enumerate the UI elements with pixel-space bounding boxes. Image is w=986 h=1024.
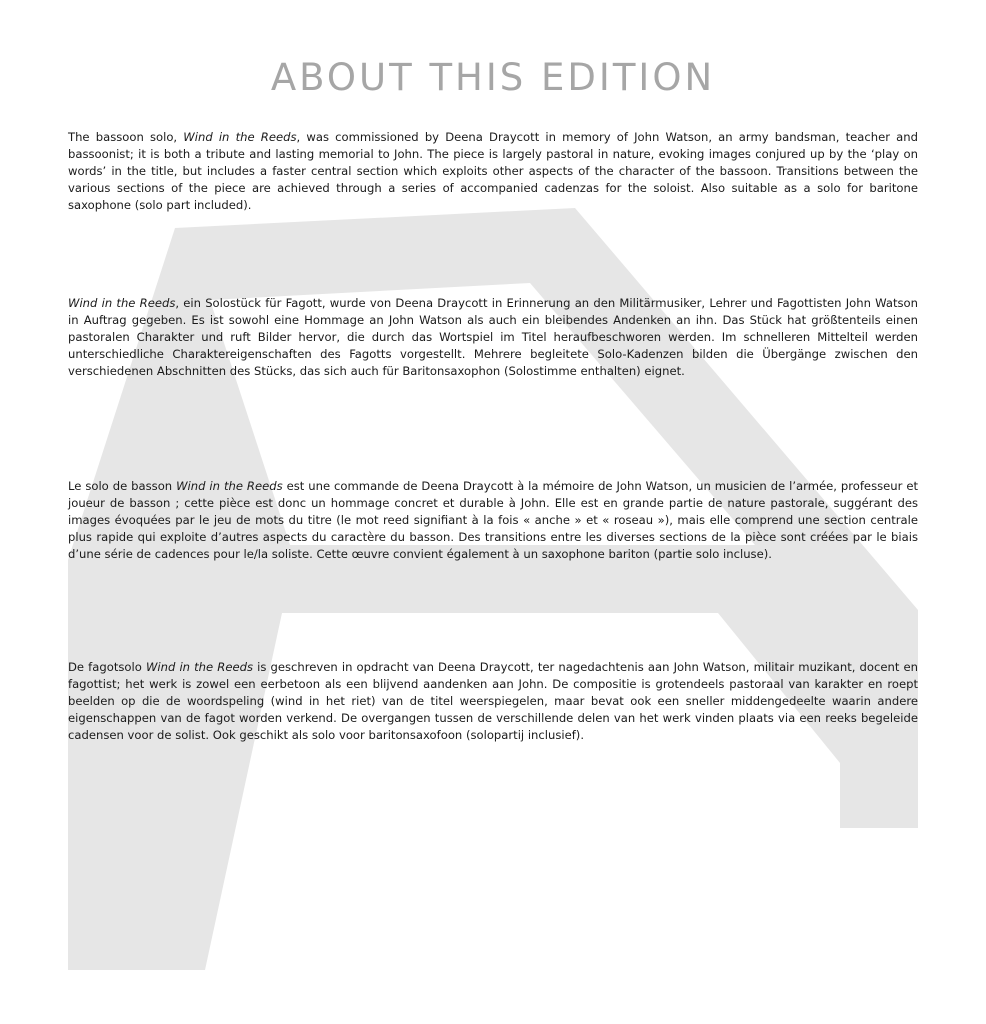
german-body-text: , ein Solostück für Fagott, wurde von Deena Draycott in Erinnerung an den Militärmusiker, Lehrer und Fagottisten John Watson in Auftrag gegeben. Es ist sowohl eine Hommage an John Watson als auch ein bleibendes Andenken an ihn. Das Stück hat größtenteils einen pastoralen Charakter und ruft Bilder hervor, die durch das Wortspiel im Titel heraufbeschworen werden. Im schnelleren Mittelteil werden unterschiedliche Charaktereigenschaften des Fagotts vorgestellt. Mehrere begleitete Solo-Kadenzen bilden die Übergänge zwischen den verschiedenen Abschnitten des Stücks, das sich auch für Baritonsaxophon (Solostimme enthalten) eignet.: [68, 296, 919, 378]
french-body-text: est une commande de Deena Draycott à la mémoire de John Watson, un musicien de l’armée, professeur et joueur de basson ; cette pièce est donc un hommage concret et durable à John. Elle est en grande partie de nature pastorale, suggérant des images évoquées par le jeu de mots du titre (le mot reed signifiant à la fois « anche » et « roseau »), mais elle comprend une section centrale plus rapide qui exploite d’autres aspects du caractère du basson. Des transitions entre les diverses sections de la pièce sont créées par le biais d’une série de cadences pour le/la soliste. Cette œuvre convient également à un saxophone bariton (partie solo incluse).: [68, 479, 919, 561]
dutch-body-text: is geschreven in opdracht van Deena Draycott, ter nagedachtenis aan John Watson, militair muzikant, docent en fagottist; het werk is zowel een eerbetoon als een blijvend aandenken aan John. De compositie is grotendeels pastoraal van karakter en roept beelden op die de woordspeling (wind in het riet) van de titel weerspiegelen, maar bevat ook een sneller middengedeelte waarin andere eigenschappen van de fagot worden verkend. De overgangen tussen de verschillende delen van het werk vinden plaats via een reeks begeleide cadensen voor de solist. Ook geschikt als solo voor baritonsaxofoon (solopartij inclusief).: [68, 660, 918, 742]
german-paragraph: [68, 295, 918, 380]
dutch-intro-text: De fagotsolo: [68, 660, 146, 674]
english-work-title: Wind in the Reeds: [183, 130, 297, 144]
french-intro-text: Le solo de basson: [68, 479, 177, 493]
english-paragraph: [68, 129, 918, 214]
french-paragraph: [68, 478, 918, 563]
page-title: ABOUT THIS EDITION: [270, 56, 716, 99]
english-body-text: , was commissioned by Deena Draycott in memory of John Watson, an army bandsman, teacher and bassoonist; it is both a tribute and lasting memorial to John. The piece is largely pastoral in nature, evoking images conjured up by the ‘play on words’ in the title, but includes a faster central section which exploits other aspects of the character of the bassoon. Transitions between the various sections of the piece are achieved through a series of accompanied cadenzas for the soloist. Also suitable as a solo for baritone saxophone (solo part included).: [68, 130, 918, 212]
english-intro-text: The bassoon solo,: [68, 130, 184, 144]
dutch-paragraph: [68, 659, 918, 744]
dutch-work-title: Wind in the Reeds: [145, 660, 253, 674]
german-work-title: Wind in the Reeds: [68, 296, 176, 310]
french-work-title: Wind in the Reeds: [176, 479, 283, 493]
